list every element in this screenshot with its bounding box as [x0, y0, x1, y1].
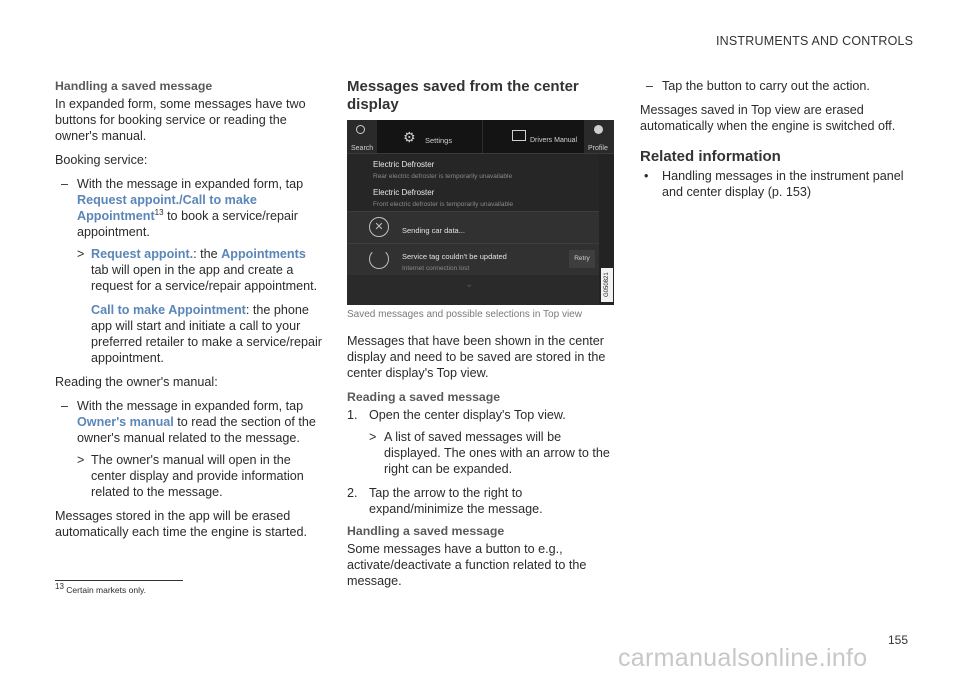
result-text: tab will open in the app and create a request for a service/repair appointment. — [91, 263, 318, 293]
related-link[interactable] — [640, 168, 910, 200]
request-appoint-link[interactable]: Request appoint./Call to make Appointment — [77, 193, 257, 223]
heading-reading-saved-message: Reading a saved message — [347, 390, 501, 404]
message-card — [347, 154, 599, 216]
result-text: : the — [193, 247, 218, 261]
message-row-sending — [347, 211, 599, 244]
outro-paragraph: Messages stored in the app will be erased automatically each time the engine is started. — [55, 509, 308, 539]
step-number: 1. — [347, 408, 358, 422]
profile-label: Profile — [588, 145, 608, 152]
manual-label: Drivers Manual — [530, 137, 578, 144]
step-text: Tap the button to carry out the action. — [662, 79, 870, 93]
heading-messages-saved: Messages saved from the center display — [347, 78, 579, 113]
footnote — [55, 582, 146, 595]
section-title: INSTRUMENTS AND CONTROLS — [716, 34, 914, 48]
step-text: Open the center display's Top view. — [369, 408, 566, 422]
footnote-ref[interactable]: 13 — [154, 207, 164, 217]
call-appointment-label: Call to make Appointment — [91, 303, 246, 317]
search-label: Search — [351, 145, 374, 152]
sending-text: Sending car data... — [402, 226, 465, 235]
result-text: A list of saved messages will be displayed. The ones with an arrow to the right can be expanded. — [384, 430, 610, 476]
column-right — [640, 78, 910, 206]
message-title: Electric Defroster — [373, 188, 435, 197]
numbered-step — [347, 485, 617, 517]
close-icon: ✕ — [369, 217, 389, 237]
heading-handling-saved-message-2: Handling a saved message — [347, 524, 505, 538]
related-link-text[interactable]: Handling messages in the instrument panel and center display (p. 153) — [662, 169, 904, 199]
manual-tab — [482, 120, 585, 153]
intro-paragraph: In expanded form, some messages have two buttons for booking service or reading the owner's manual. — [55, 97, 306, 143]
gear-icon: ⚙ — [403, 129, 416, 145]
messages-saved-paragraph: Messages that have been shown in the center display and need to be saved are stored in the center display's Top view. — [347, 334, 606, 380]
booking-step — [55, 176, 323, 240]
step-number: 2. — [347, 486, 358, 500]
watermark: carmanualsonline.info — [618, 644, 868, 672]
service-text: Service tag couldn't be updated — [402, 252, 507, 261]
owners-manual-link[interactable]: Owner's manual — [77, 415, 174, 429]
message-title: Electric Defroster — [373, 160, 435, 169]
step-text: to read the section of the owner's manual related to the message. — [77, 415, 316, 445]
profile-icon — [594, 125, 603, 134]
step-result: > A list of saved messages will be displayed. The ones with an arrow to the right can be expanded. — [369, 430, 610, 476]
service-subtext: Internet connection lost — [402, 265, 470, 272]
step-text: With the message in expanded form, tap — [77, 177, 304, 191]
heading-related-information: Related information — [640, 148, 781, 165]
result-text: The owner's manual will open in the center display and provide information related to the message. — [91, 453, 304, 499]
result-owners-manual: > The owner's manual will open in the center display and provide information related to the message. — [77, 453, 304, 499]
result-call-appointment — [55, 302, 323, 366]
footnote-divider — [55, 580, 183, 581]
erased-paragraph: Messages saved in Top view are erased automatically when the engine is switched off. — [640, 103, 896, 133]
bottom-area — [347, 275, 599, 305]
message-subtitle: Rear electric defroster is temporarily unavailable — [373, 173, 513, 180]
figure-caption: Saved messages and possible selections in Top view — [347, 309, 582, 320]
page-number: 155 — [888, 633, 909, 647]
search-icon — [356, 125, 365, 134]
refresh-icon — [369, 249, 389, 269]
settings-tab — [377, 120, 482, 153]
result-request-appoint: > Request appoint.: the Appointments tab will open in the app and create a request for a service/repair appointment. — [77, 247, 318, 293]
handling-paragraph: Some messages have a button to e.g., activate/deactivate a function related to the message. — [347, 542, 587, 588]
settings-label: Settings — [425, 136, 453, 145]
heading-handling-saved-message: Handling a saved message — [55, 79, 213, 93]
result-text: : the phone app will start and initiate a call to your preferred retailer to make a service/repair appointment. — [91, 303, 322, 365]
step-text: to book a service/repair appointment. — [77, 209, 298, 239]
chevron-down-icon: ⌄ — [465, 279, 474, 290]
reading-label: Reading the owner's manual: — [55, 375, 218, 389]
step-text: Tap the arrow to the right to expand/minimize the message. — [369, 486, 543, 516]
step-text: With the message in expanded form, tap — [77, 399, 304, 413]
profile-tab — [584, 120, 614, 153]
message-subtitle: Front electric defroster is temporarily unavailable — [373, 201, 514, 208]
retry-button: Retry — [569, 250, 595, 268]
column-middle — [347, 78, 617, 597]
booking-label: Booking service: — [55, 153, 148, 167]
search-tab — [347, 120, 377, 153]
footnote-text: Certain markets only. — [66, 585, 146, 595]
appointments-label: Appointments — [221, 247, 306, 261]
footnote-number: 13 — [55, 582, 64, 592]
book-icon — [512, 130, 526, 141]
image-code: G050821 — [601, 268, 613, 302]
request-appoint-label: Request appoint. — [91, 247, 194, 261]
message-row-service — [347, 243, 599, 276]
numbered-step — [347, 407, 617, 423]
reading-step — [55, 398, 323, 446]
action-step — [640, 78, 910, 94]
center-display-screenshot — [347, 120, 614, 305]
column-left — [55, 78, 323, 548]
